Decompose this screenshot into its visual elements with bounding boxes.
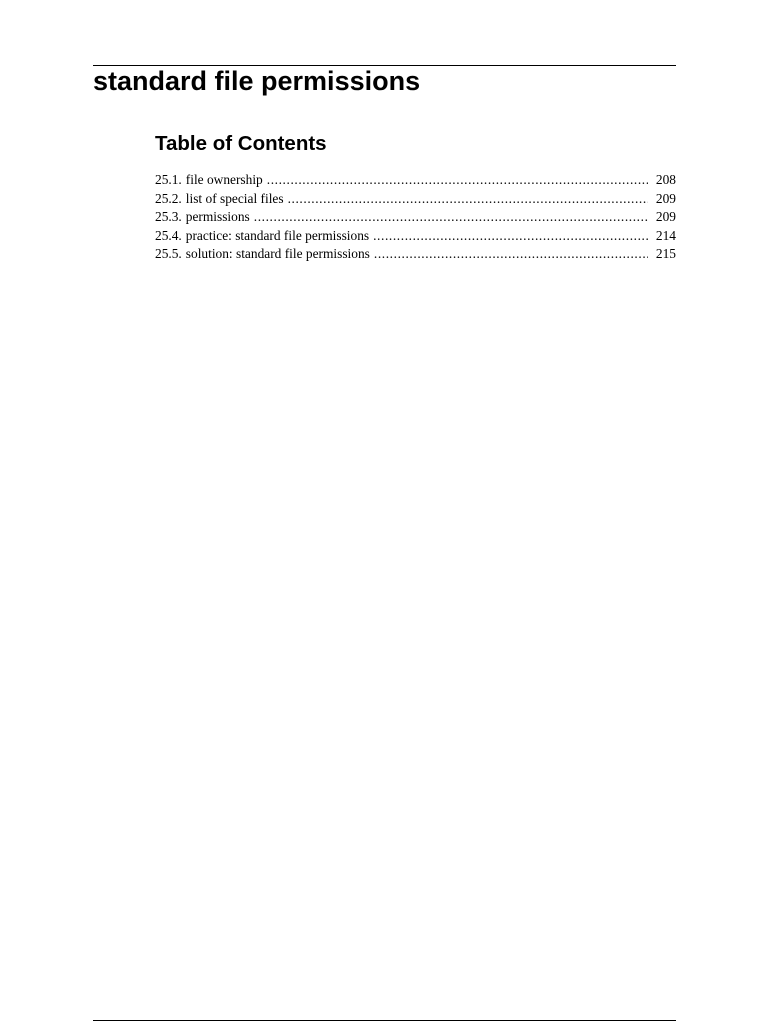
toc-entry-page: 209 — [655, 190, 676, 206]
dot-leader — [374, 245, 648, 264]
toc-entry-title: permissions — [185, 209, 250, 224]
toc-entry-number: 25.2. — [155, 190, 182, 206]
toc-link-practice-standard-file-permissions[interactable] — [155, 227, 652, 246]
toc-link-file-ownership[interactable] — [155, 171, 652, 190]
toc-entry — [155, 208, 676, 227]
chapter-title: standard file permissions — [93, 66, 421, 96]
toc-entry-number: 25.1. — [155, 172, 182, 187]
dot-leader — [267, 171, 648, 190]
toc-entry-page: 214 — [655, 227, 676, 243]
toc-entry — [155, 245, 676, 264]
toc-link-list-of-special-files[interactable] — [155, 190, 652, 209]
footer-rule — [93, 1020, 676, 1021]
toc-entry-number: 25.3. — [155, 209, 182, 224]
toc-entry-number: 25.4. — [155, 227, 182, 243]
toc-entry — [155, 227, 676, 246]
dot-leader — [254, 208, 648, 227]
dot-leader — [373, 227, 648, 246]
toc-entry — [155, 171, 676, 190]
toc-entry-title: practice: standard file permissions — [185, 227, 370, 243]
toc-entry — [155, 190, 676, 209]
toc-entry-page: 209 — [655, 209, 676, 224]
toc-link-permissions[interactable] — [155, 208, 652, 227]
toc-link-solution-standard-file-permissions[interactable] — [155, 245, 652, 264]
toc-entry-title: list of special files — [185, 190, 284, 206]
toc-entry-page: 208 — [655, 172, 676, 187]
toc-entry-title: solution: standard file permissions — [185, 246, 370, 261]
toc-entry-title: file ownership — [185, 172, 263, 187]
toc-entry-page: 215 — [655, 246, 676, 261]
table-of-contents — [155, 171, 676, 264]
dot-leader — [288, 190, 648, 209]
toc-entry-number: 25.5. — [155, 246, 182, 261]
toc-heading: Table of Contents — [155, 132, 327, 155]
